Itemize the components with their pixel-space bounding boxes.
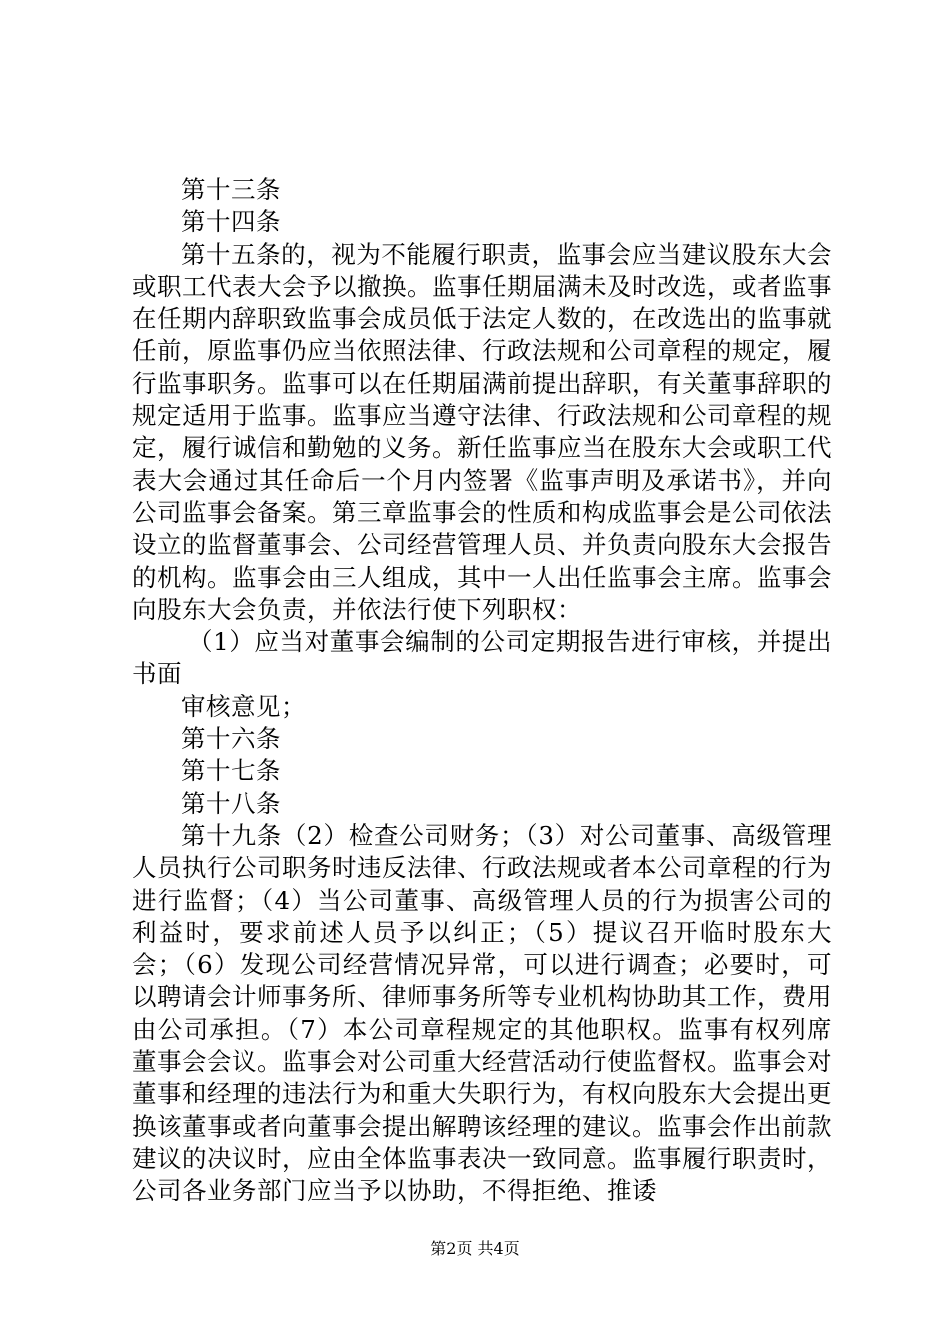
paragraph-item-1-cont: 审核意见； bbox=[181, 691, 306, 721]
page-number-footer: 第2页 共4页 bbox=[430, 1239, 520, 1258]
paragraph-article-13: 第十三条 bbox=[181, 175, 281, 204]
paragraph-article-17: 第十七条 bbox=[181, 756, 281, 786]
paragraph-article-19: 第十九条（2）检查公司财务；（3）对公司董事、高级管理人员执行公司职务时违反法律、行政法规或者本公司章程的行为进行监督；（4）当公司董事、高级管理人员的行为损害公司的利益时，要求前述人员予以纠正；（5）提议召开临时股东大会；（6）发现公司经营情况异常，可以进行调查；必要时，可以聘请会计师事务所、律师事务所等专业机构协助其工作，费用由公司承担。（7）本公司章程规定的其他职权。监事有权列席董事会会议。监事会对公司重大经营活动行使监督权。监事会对董事和经理的违法行为和重大失职行为，有权向股东大会提出更换该董事或者向董事会提出解聘该经理的建议。监事会作出前款建议的决议时，应由全体监事表决一致同意。监事履行职责时，公司各业务部门应当予以协助，不得拒绝、推诿 bbox=[132, 820, 832, 1206]
paragraph-item-1: （1）应当对董事会编制的公司定期报告进行审核，并提出书面 bbox=[132, 627, 832, 689]
paragraph-article-14: 第十四条 bbox=[181, 207, 281, 237]
document-body bbox=[132, 174, 832, 1208]
paragraph-article-18: 第十八条 bbox=[181, 788, 281, 818]
paragraph-article-15: 第十五条的，视为不能履行职责，监事会应当建议股东大会或职工代表大会予以撤换。监事任期届满未及时改选，或者监事在任期内辞职致监事会成员低于法定人数的，在改选出的监事就任前，原监事仍应当依照法律、行政法规和公司章程的规定，履行监事职务。监事可以在任期届满前提出辞职，有关董事辞职的规定适用于监事。监事应当遵守法律、行政法规和公司章程的规定，履行诚信和勤勉的义务。新任监事应当在股东大会或职工代表大会通过其任命后一个月内签署《监事声明及承诺书》，并向公司监事会备案。第三章监事会的性质和构成监事会是公司依法设立的监督董事会、公司经营管理人员、并负责向股东大会报告的机构。监事会由三人组成，其中一人出任监事会主席。监事会向股东大会负责，并依法行使下列职权： bbox=[132, 239, 832, 624]
paragraph-article-16: 第十六条 bbox=[181, 724, 281, 754]
